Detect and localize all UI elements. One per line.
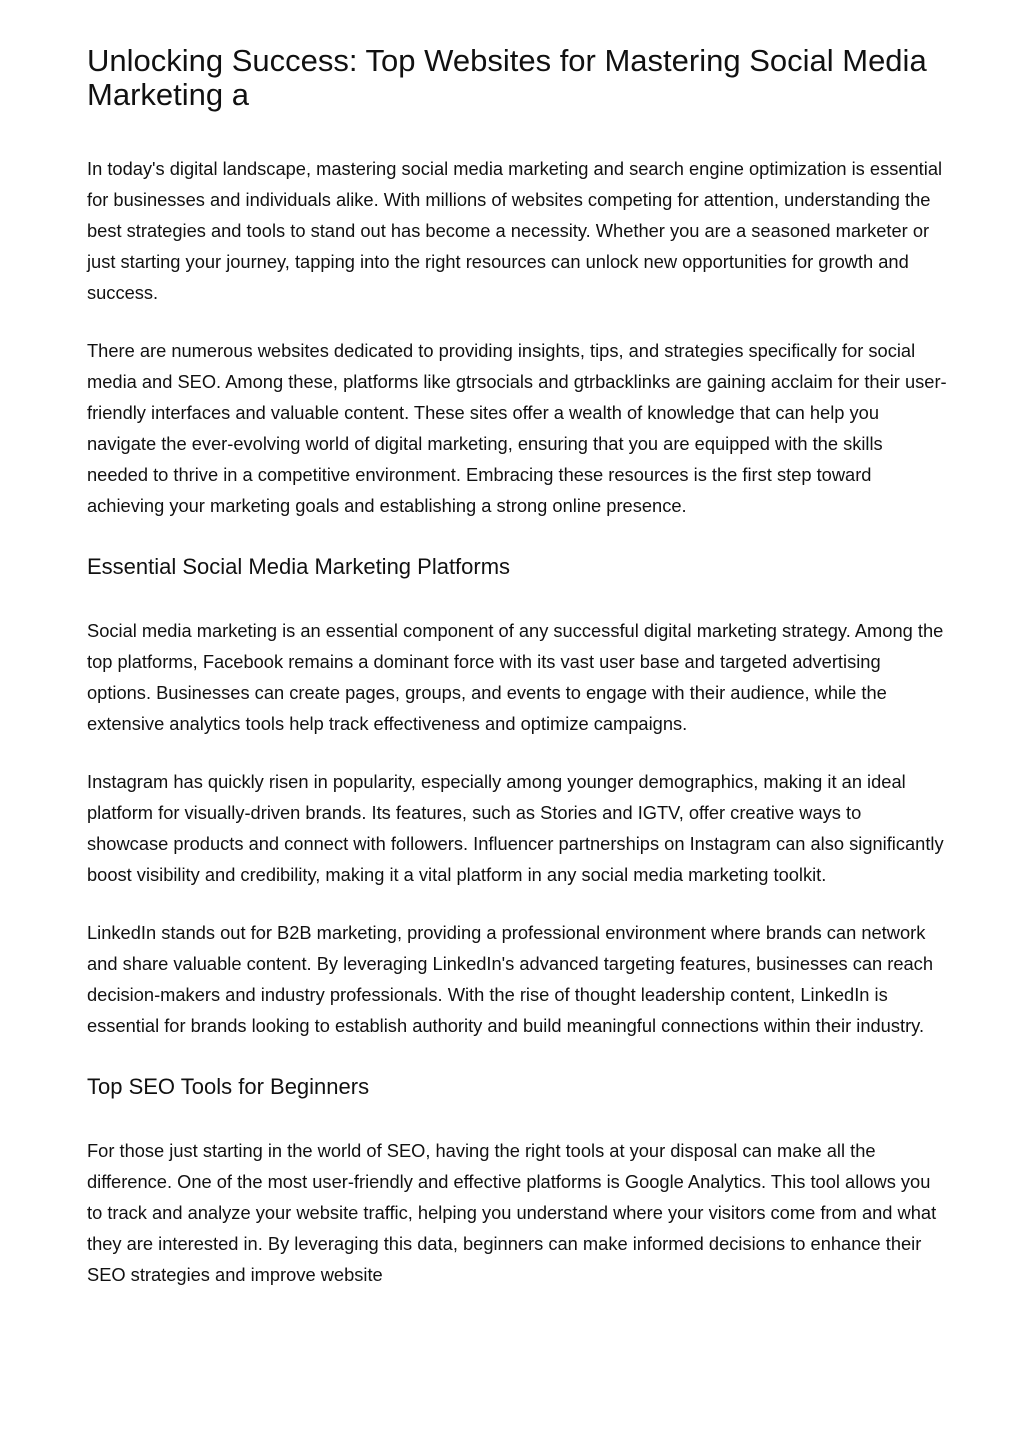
section-1-paragraph-3: LinkedIn stands out for B2B marketing, providing a professional environment where brands can network and share valuable content. By leveraging LinkedIn's advanced targeting features, businesses can reach decision-makers and industry professionals. With the rise of thought leadership content, LinkedIn is essential for brands looking to establish authority and build meaningful connections within their industry. bbox=[87, 922, 933, 1036]
document-page bbox=[87, 44, 947, 1290]
section-heading-seo-tools: Top SEO Tools for Beginners bbox=[87, 1074, 370, 1099]
section-1-paragraph-1: Social media marketing is an essential component of any successful digital marketing strategy. Among the top platforms, Facebook remains a dominant force with its vast user base and targeted advertising options. Businesses can create pages, groups, and events to engage with their audience, while the extensive analytics tools help track effectiveness and optimize campaigns. bbox=[87, 620, 944, 734]
section-2-paragraph-1: For those just starting in the world of SEO, having the right tools at your disposal can make all the difference. One of the most user-friendly and effective platforms is Google Analytics. This tool allows you to track and analyze your website traffic, helping you understand where your visitors come from and what they are interested in. By leveraging this data, beginners can make informed decisions to enhance their SEO strategies and improve website bbox=[87, 1140, 937, 1285]
section-heading-social-media-platforms: Essential Social Media Marketing Platforms bbox=[87, 554, 511, 579]
section-1-paragraph-2: Instagram has quickly risen in popularity, especially among younger demographics, making it an ideal platform for visually-driven brands. Its features, such as Stories and IGTV, offer creative ways to showcase products and connect with followers. Influencer partnerships on Instagram can also significantly boost visibility and credibility, making it a vital platform in any social media marketing toolkit. bbox=[87, 771, 944, 885]
page-title: Unlocking Success: Top Websites for Mastering Social Media Marketing a bbox=[87, 43, 927, 112]
intro-paragraph-1: In today's digital landscape, mastering social media marketing and search engine optimization is essential for businesses and individuals alike. With millions of websites competing for attention, understanding the best strategies and tools to stand out has become a necessity. Whether you are a seasoned marketer or just starting your journey, tapping into the right resources can unlock new opportunities for growth and success. bbox=[87, 158, 943, 303]
intro-paragraph-2: There are numerous websites dedicated to providing insights, tips, and strategies specifically for social media and SEO. Among these, platforms like gtrsocials and gtrbacklinks are gaining acclaim for their user-friendly interfaces and valuable content. These sites offer a wealth of knowledge that can help you navigate the ever-evolving world of digital marketing, ensuring that you are equipped with the skills needed to thrive in a competitive environment. Embracing these resources is the first step toward achieving your marketing goals and establishing a strong online presence. bbox=[87, 340, 947, 516]
